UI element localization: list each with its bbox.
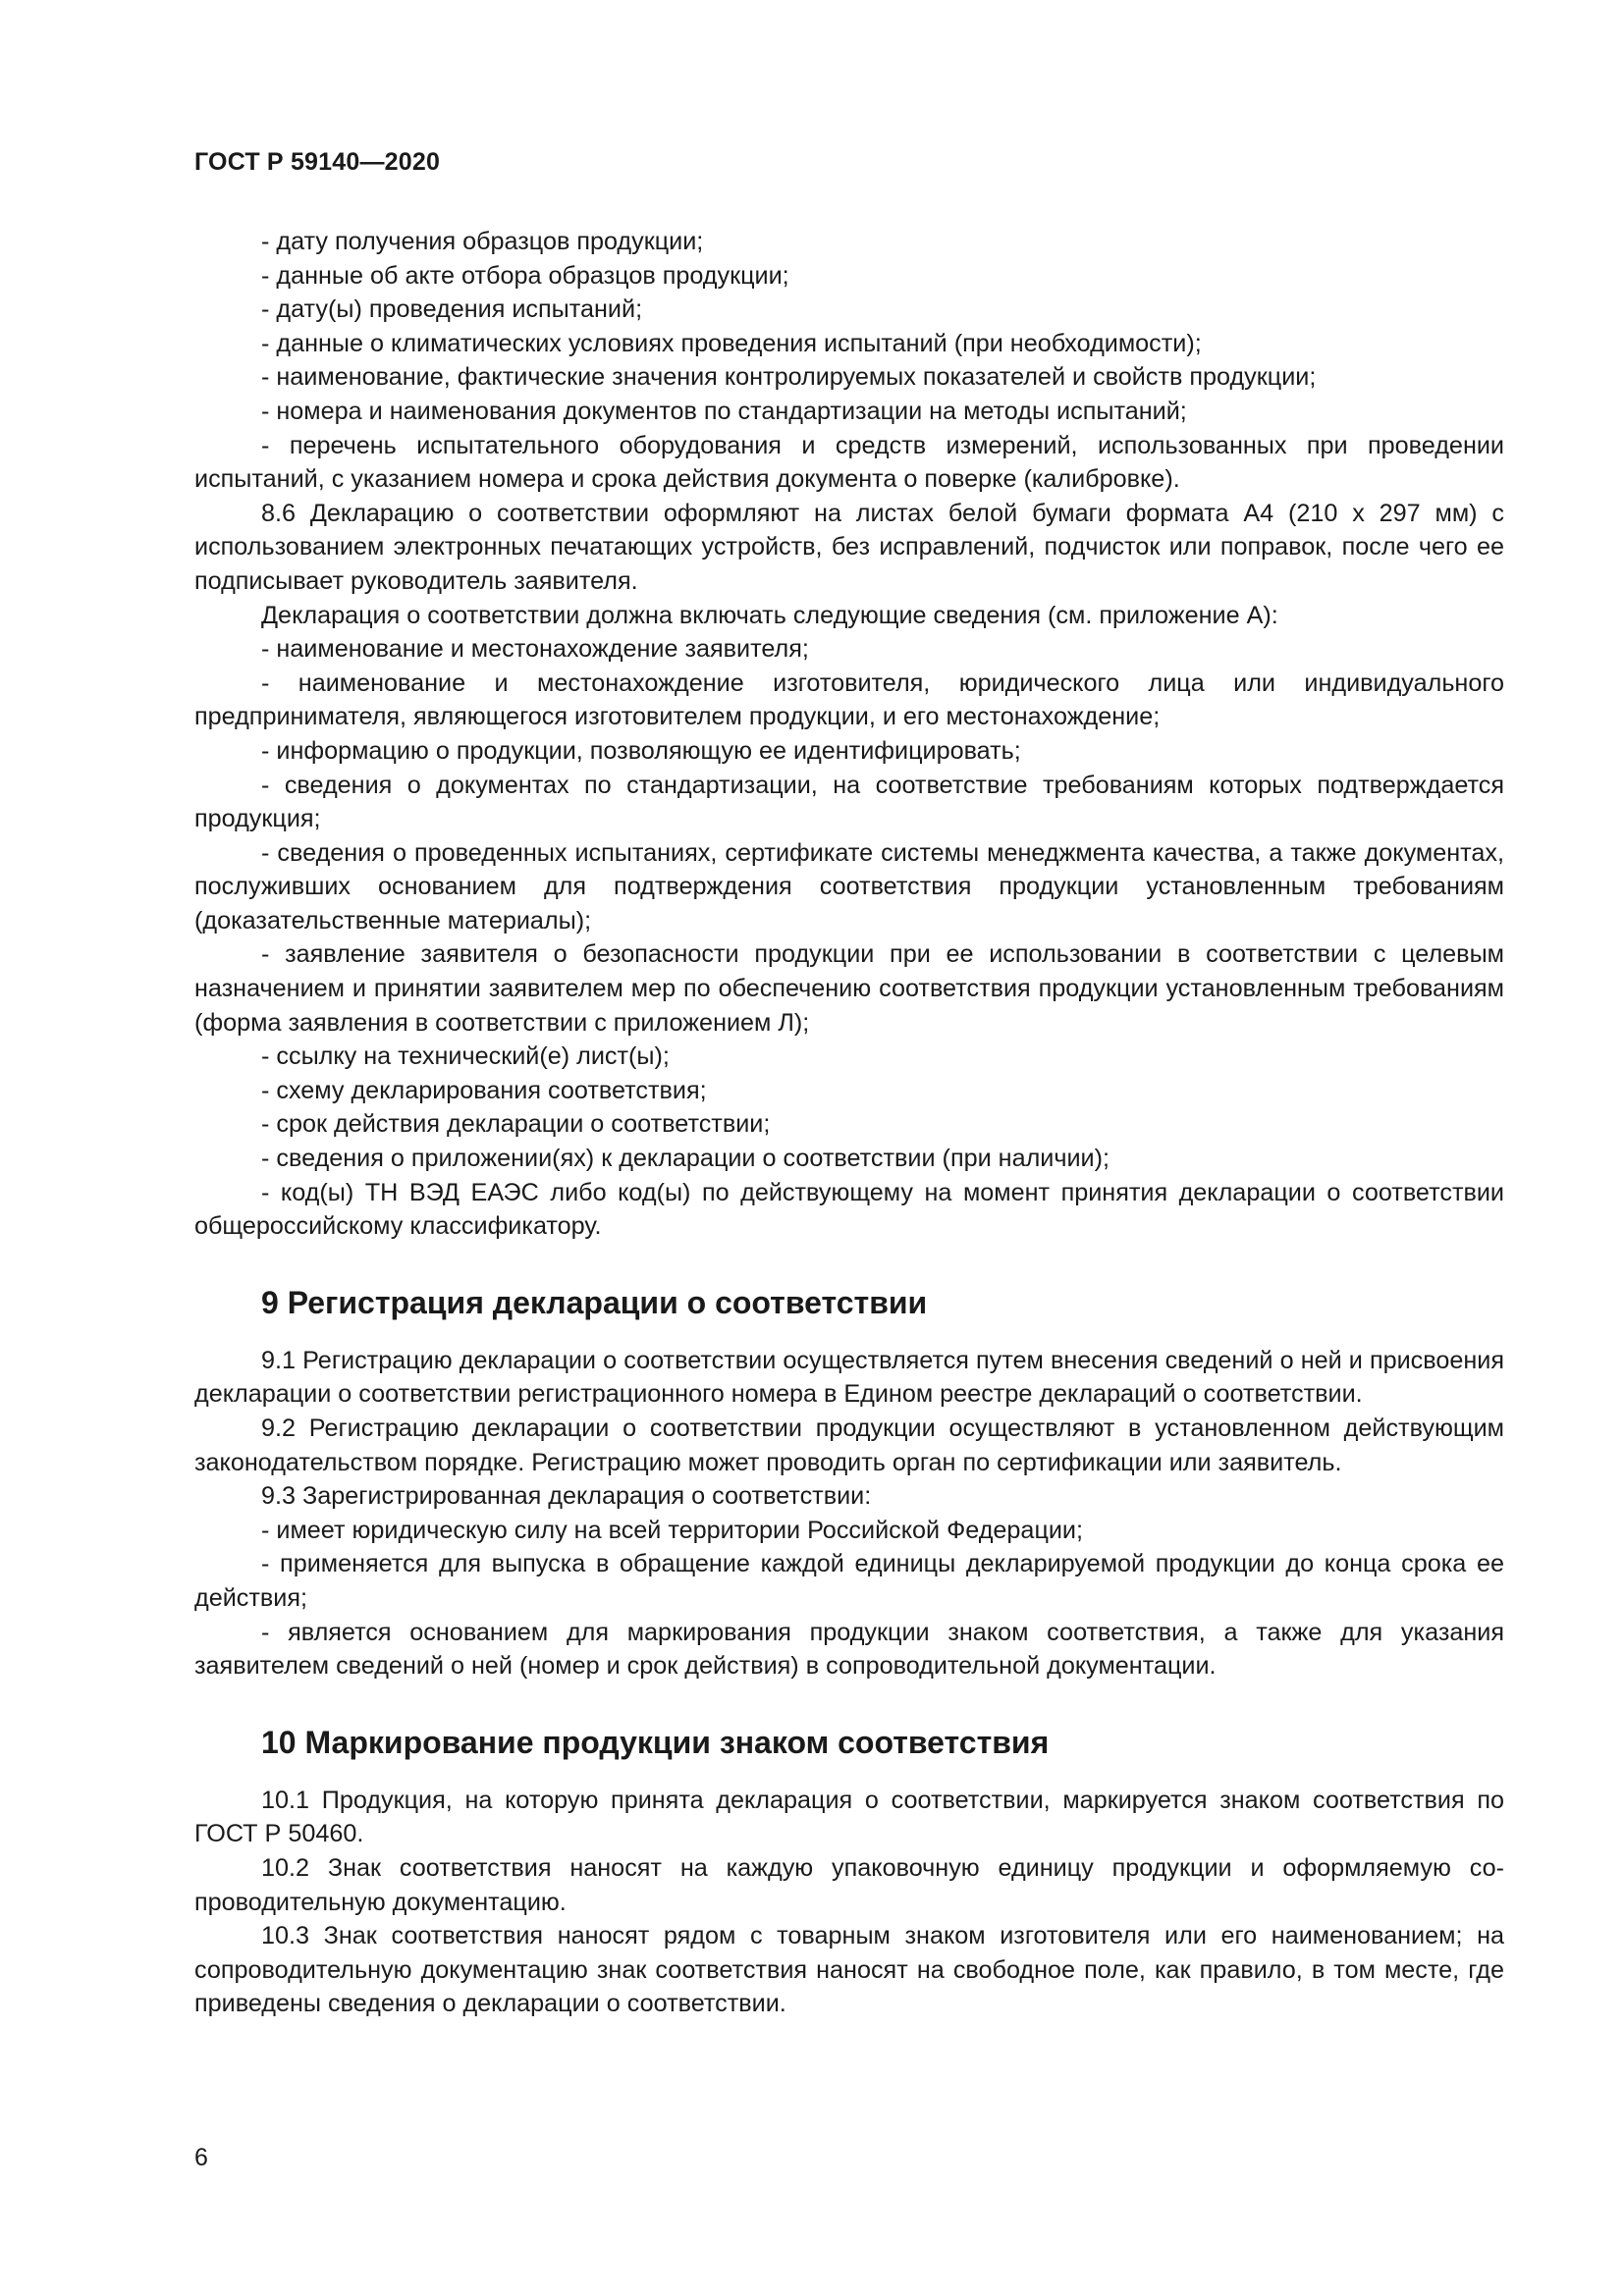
paragraph-9-3: 9.3 Зарегистрированная декларация о соответствии:	[261, 1482, 872, 1511]
paragraph-8-6: 8.6 Декларацию о соответствии оформляют на листах белой бумаги формата А4 (210 х 297 мм) с использованием электронных печатающих устройств, без исправлений, подчисток или поправок, после чего ее подписывает руководитель заявителя.	[194, 499, 1504, 595]
document-body	[194, 225, 1504, 2021]
section-9-title: 9 Регистрация декларации о соответствии	[261, 1284, 928, 1320]
list-item: - сведения о проведенных испытаниях, сертификате системы менеджмента качества, а также документах, послуживших основанием для подтверждения соответствия продукции установленным требованиям (доказательственные материалы);	[194, 838, 1504, 934]
list-item: - срок действия декларации о соответствии;	[261, 1110, 771, 1139]
document-header: ГОСТ Р 59140—2020	[194, 148, 441, 176]
list-item: - перечень испытательного оборудования и средств измерений, использованных при проведении испытаний, с указанием номера и срока действия документа о поверке (калибровке).	[194, 431, 1504, 494]
list-item: - наименование и местонахождение заявителя;	[261, 635, 809, 664]
list-item: - сведения о документах по стандартизации, на соответствие требованиям которых подтверждается продукция;	[194, 771, 1504, 833]
list-item: - данные об акте отбора образцов продукции;	[261, 261, 789, 290]
list-item: - сведения о приложении(ях) к декларации о соответствии (при наличии);	[261, 1145, 1110, 1173]
list-item: - дату получения образцов продукции;	[261, 228, 704, 255]
list-item: - заявление заявителя о безопасности продукции при ее использовании в соответствии с целевым назначением и принятии заявителем мер по обеспечению соответствия продукции установленным требованиям (форма заявления в соответствии с приложением Л);	[194, 940, 1504, 1037]
list-item: - наименование, фактические значения контролируемых показателей и свойств продукции;	[261, 363, 1317, 392]
page-number: 6	[194, 2144, 208, 2171]
list-item: - ссылку на технический(е) лист(ы);	[261, 1042, 670, 1071]
list-item: - дату(ы) проведения испытаний;	[261, 295, 643, 324]
section-10-title: 10 Маркирование продукции знаком соответствия	[261, 1724, 1050, 1760]
paragraph-9-2: 9.2 Регистрацию декларации о соответствии продукции осуществляют в установленном действующим законодательством порядке. Регистрацию может проводить орган по сертификации или заявитель.	[194, 1415, 1504, 1476]
list-item: - информацию о продукции, позволяющую ее идентифицировать;	[261, 736, 1021, 765]
list-item: - наименование и местонахождение изготовителя, юридического лица или индивидуального предпринимателя, являющегося изготовителем продукции, и его местонахождение;	[194, 668, 1504, 731]
list-item: - является основанием для маркирования продукции знаком соответствия, а также для указания заявителем сведений о ней (номер и срок действия) в сопроводительной документации.	[194, 1618, 1504, 1681]
paragraph-10-3: 10.3 Знак соответствия наносят рядом с товарным знаком изготовителя или его наименованием; на сопроводительную документацию знак соответствия наносят на свободное поле, как правило, в том месте, где приведены сведения о декларации о соответствии.	[194, 1922, 1504, 2018]
list-item: - схему декларирования соответствия;	[261, 1076, 707, 1104]
list-item: - данные о климатических условиях проведения испытаний (при необходимости);	[261, 329, 1202, 357]
paragraph-10-2: 10.2 Знак соответствия наносят на каждую упаковочную единицу продукции и оформляемую сопроводительную документацию.	[194, 1853, 1504, 1916]
list-item: - код(ы) ТН ВЭД ЕАЭС либо код(ы) по действующему на момент принятия декларации о соответствии общероссийскому классификатору.	[194, 1178, 1504, 1241]
paragraph-9-1: 9.1 Регистрацию декларации о соответствии осуществляется путем внесения сведений о ней и присвоения декларации о соответствии регистрационного номера в Едином реестре деклараций о соответствии.	[194, 1346, 1504, 1409]
list-item: - номера и наименования документов по стандартизации на методы испытаний;	[261, 397, 1187, 425]
paragraph-declaration-intro: Декларация о соответствии должна включать следующие сведения (см. приложение А):	[261, 601, 1278, 629]
list-item: - применяется для выпуска в обращение каждой единицы декларируемой продукции до конца срока ее действия;	[194, 1550, 1504, 1612]
paragraph-10-1: 10.1 Продукция, на которую принята декларация о соответствии, маркируется знаком соответствия по ГОСТ Р 50460.	[194, 1786, 1504, 1848]
list-item: - имеет юридическую силу на всей территории Российской Федерации;	[261, 1516, 1084, 1544]
